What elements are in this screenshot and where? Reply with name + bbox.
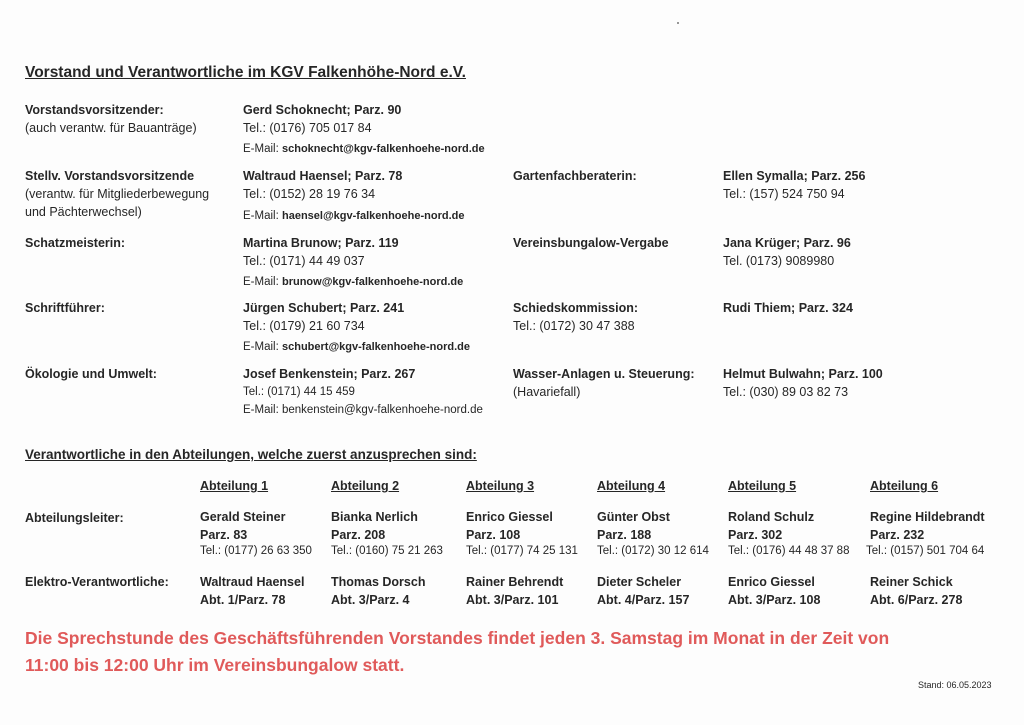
dept-header-4: Abteilung 4 [597, 479, 666, 493]
role-water: Wasser-Anlagen u. Steuerung: [513, 367, 695, 381]
ecology-email[interactable]: E-Mail: benkenstein@kgv-falkenhoehe-nord.de [243, 404, 483, 416]
role-vice-chair: Stellv. Vorstandsvorsitzende [25, 169, 195, 183]
departments-heading: Verantwortliche in den Abteilungen, welche zuerst anzusprechen sind: [25, 447, 477, 462]
leader-parz: Parz. 108 [466, 528, 521, 542]
arbitration-name: Rudi Thiem; Parz. 324 [723, 301, 853, 315]
water-tel: Tel.: (030) 89 03 82 73 [723, 385, 849, 399]
electro-name: Thomas Dorsch [331, 575, 426, 589]
leader-tel: Tel.: (0160) 75 21 263 [331, 545, 443, 557]
leader-parz: Parz. 188 [597, 528, 652, 542]
electro-name: Rainer Behrendt [466, 575, 564, 589]
electro-abt: Abt. 3/Parz. 101 [466, 593, 559, 607]
role-arbitration: Schiedskommission: [513, 301, 639, 315]
leader-name: Bianka Nerlich [331, 510, 418, 524]
role-vice-chair-note-2: und Pächterwechsel) [25, 205, 142, 219]
secretary-tel: Tel.: (0179) 21 60 734 [243, 319, 365, 333]
role-water-note: (Havariefall) [513, 385, 581, 399]
leader-tel: Tel.: (0176) 44 48 37 88 [728, 545, 850, 557]
vice-chair-email[interactable]: haensel@kgv-falkenhoehe-nord.de [281, 210, 465, 222]
leader-tel: Tel.: (0177) 26 63 350 [200, 545, 312, 557]
chair-name: Gerd Schoknecht; Parz. 90 [243, 103, 402, 117]
treasurer-name: Martina Brunow; Parz. 119 [243, 236, 399, 250]
treasurer-email[interactable]: brunow@kgv-falkenhoehe-nord.de [281, 276, 464, 288]
leader-name: Roland Schulz [728, 510, 815, 524]
chair-email[interactable]: schoknecht@kgv-falkenhoehe-nord.de [281, 143, 485, 155]
email-prefix: E-Mail: [243, 276, 282, 288]
email-prefix: E-Mail: [243, 143, 282, 155]
email-prefix: E-Mail: [243, 210, 282, 222]
vice-chair-name: Waltraud Haensel; Parz. 78 [243, 169, 403, 183]
garden-advisor-name: Ellen Symalla; Parz. 256 [723, 169, 866, 183]
electro-name: Reiner Schick [870, 575, 953, 589]
notice-line-1: Die Sprechstunde des Geschäftsführenden Vorstandes findet jeden 3. Samstag im Monat in der Zeit von [25, 628, 890, 648]
notice-line-2: 11:00 bis 12:00 Uhr im Vereinsbungalow statt. [25, 655, 405, 675]
role-ecology: Ökologie und Umwelt: [25, 367, 157, 381]
leader-name: Gerald Steiner [200, 510, 286, 524]
page-title: Vorstand und Verantwortliche im KGV Falkenhöhe-Nord e.V. [25, 64, 466, 81]
leader-tel: Tel.: (0172) 30 12 614 [597, 545, 709, 557]
leader-parz: Parz. 302 [728, 528, 783, 542]
role-bungalow: Vereinsbungalow-Vergabe [513, 236, 669, 250]
vice-chair-tel: Tel.: (0152) 28 19 76 34 [243, 187, 376, 201]
leader-parz: Parz. 208 [331, 528, 386, 542]
dept-header-5: Abteilung 5 [728, 479, 797, 493]
stand-date: Stand: 06.05.2023 [918, 680, 992, 690]
electro-name: Dieter Scheler [597, 575, 682, 589]
dept-header-6: Abteilung 6 [870, 479, 939, 493]
vice-chair-email-line [243, 206, 464, 224]
leader-tel: Tel.: (0157) 501 704 64 [866, 545, 985, 557]
electro-name: Waltraud Haensel [200, 575, 305, 589]
email-prefix: E-Mail: [243, 341, 282, 353]
chair-email-line [243, 139, 485, 157]
electro-abt: Abt. 3/Parz. 4 [331, 593, 410, 607]
electro-abt: Abt. 4/Parz. 157 [597, 593, 690, 607]
arbitration-tel: Tel.: (0172) 30 47 388 [513, 319, 635, 333]
leader-name: Enrico Giessel [466, 510, 553, 524]
chair-tel: Tel.: (0176) 705 017 84 [243, 121, 372, 135]
leaders-label: Abteilungsleiter: [25, 511, 124, 525]
treasurer-tel: Tel.: (0171) 44 49 037 [243, 254, 365, 268]
leader-name: Günter Obst [597, 510, 670, 524]
scan-speck [677, 22, 679, 24]
role-garden-advisor: Gartenfachberaterin: [513, 169, 637, 183]
dept-header-3: Abteilung 3 [466, 479, 535, 493]
garden-advisor-tel: Tel.: (157) 524 750 94 [723, 187, 845, 201]
dept-header-2: Abteilung 2 [331, 479, 400, 493]
secretary-name: Jürgen Schubert; Parz. 241 [243, 301, 405, 315]
electro-abt: Abt. 3/Parz. 108 [728, 593, 821, 607]
ecology-tel: Tel.: (0171) 44 15 459 [243, 386, 355, 398]
treasurer-email-line [243, 272, 463, 290]
leader-name: Regine Hildebrandt [870, 510, 985, 524]
secretary-email-line [243, 337, 470, 355]
bungalow-name: Jana Krüger; Parz. 96 [723, 236, 851, 250]
role-vice-chair-note-1: (verantw. für Mitgliederbewegung [25, 187, 210, 201]
role-treasurer: Schatzmeisterin: [25, 236, 126, 250]
electro-label: Elektro-Verantwortliche: [25, 575, 169, 589]
leader-tel: Tel.: (0177) 74 25 131 [466, 545, 578, 557]
role-chair-note: (auch verantw. für Bauanträge) [25, 121, 197, 135]
secretary-email[interactable]: schubert@kgv-falkenhoehe-nord.de [281, 341, 470, 353]
electro-abt: Abt. 6/Parz. 278 [870, 593, 963, 607]
dept-header-1: Abteilung 1 [200, 479, 269, 493]
leader-parz: Parz. 232 [870, 528, 925, 542]
role-secretary: Schriftführer: [25, 301, 105, 315]
electro-abt: Abt. 1/Parz. 78 [200, 593, 286, 607]
bungalow-tel: Tel. (0173) 9089980 [723, 254, 835, 268]
leader-parz: Parz. 83 [200, 528, 248, 542]
role-chair: Vorstandsvorsitzender: [25, 103, 164, 117]
water-name: Helmut Bulwahn; Parz. 100 [723, 367, 883, 381]
electro-name: Enrico Giessel [728, 575, 815, 589]
ecology-name: Josef Benkenstein; Parz. 267 [243, 367, 416, 381]
